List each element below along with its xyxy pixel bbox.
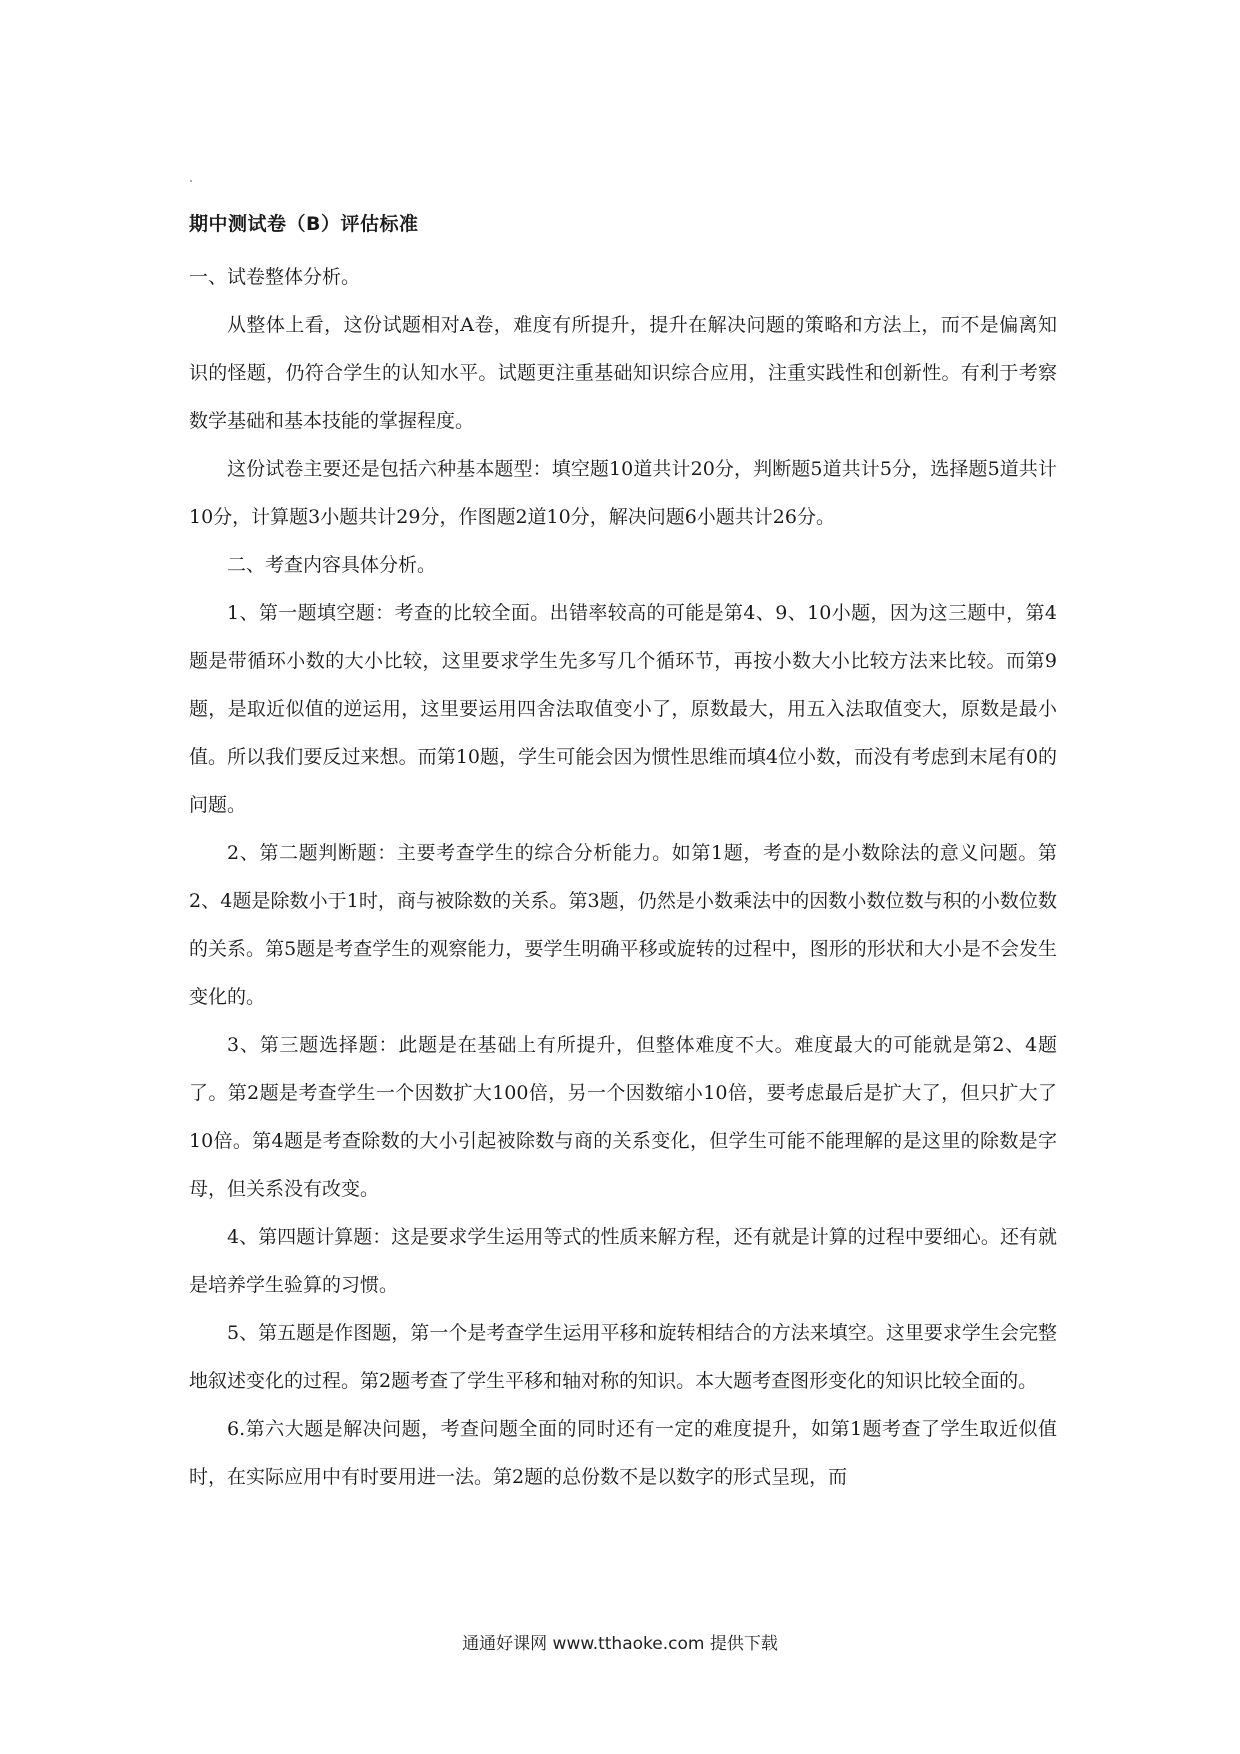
analysis-item-5: 5、第五题是作图题，第一个是考查学生运用平移和旋转相结合的方法来填空。这里要求学生会完整地叙述变化的过程。第2题考查了学生平移和轴对称的知识。本大题考查图形变化的知识比较全面的。: [189, 1322, 1057, 1392]
section-heading-content: 二、考查内容具体分析。: [227, 554, 437, 576]
analysis-item-6: 6.第六大题是解决问题，考查问题全面的同时还有一定的难度提升，如第1题考查了学生取近似值时，在实际应用中有时要用进一法。第2题的总份数不是以数字的形式呈现，而: [189, 1418, 1057, 1488]
analysis-item-2: 2、第二题判断题：主要考查学生的综合分析能力。如第1题，考查的是小数除法的意义问题。第2、4题是除数小于1时，商与被除数的关系。第3题，仍然是小数乘法中的因数小数位数与积的小数位数的关系。第5题是考查学生的观察能力，要学生明确平移或旋转的过程中，图形的形状和大小是不会发生变化的。: [189, 842, 1057, 1008]
scan-speck: [190, 180, 192, 182]
analysis-item-1: 1、第一题填空题：考查的比较全面。出错率较高的可能是第4、9、10小题，因为这三题中，第4题是带循环小数的大小比较，这里要求学生先多写几个循环节，再按小数大小比较方法来比较。而第9题，是取近似值的逆运用，这里要运用四舍法取值变小了，原数最大，用五入法取值变大，原数是最小值。所以我们要反过来想。而第10题，学生可能会因为惯性思维而填4位小数，而没有考虑到末尾有0的问题。: [189, 602, 1057, 816]
document-body: [189, 205, 1057, 1501]
paragraph-overall-1: 从整体上看，这份试题相对A卷，难度有所提升，提升在解决问题的策略和方法上，而不是偏离知识的怪题，仍符合学生的认知水平。试题更注重基础知识综合应用，注重实践性和创新性。有利于考察数学基础和基本技能的掌握程度。: [189, 314, 1057, 432]
analysis-item-4: 4、第四题计算题：这是要求学生运用等式的性质来解方程，还有就是计算的过程中要细心。还有就是培养学生验算的习惯。: [189, 1226, 1057, 1296]
analysis-item-3: 3、第三题选择题：此题是在基础上有所提升，但整体难度不大。难度最大的可能就是第2、4题了。第2题是考查学生一个因数扩大100倍，另一个因数缩小10倍，要考虑最后是扩大了，但只扩大了10倍。第4题是考查除数的大小引起被除数与商的关系变化，但学生可能不能理解的是这里的除数是字母，但关系没有改变。: [189, 1034, 1057, 1200]
paragraph-overall-2: 这份试卷主要还是包括六种基本题型：填空题10道共计20分，判断题5道共计5分，选择题5道共计10分，计算题3小题共计29分，作图题2道10分，解决问题6小题共计26分。: [189, 458, 1057, 528]
page-footer: 通通好课网 www.tthaoke.com 提供下载: [462, 1634, 778, 1654]
document-title: 期中测试卷（B）评估标准: [189, 213, 419, 235]
section-heading-overall: 一、试卷整体分析。: [189, 266, 361, 288]
